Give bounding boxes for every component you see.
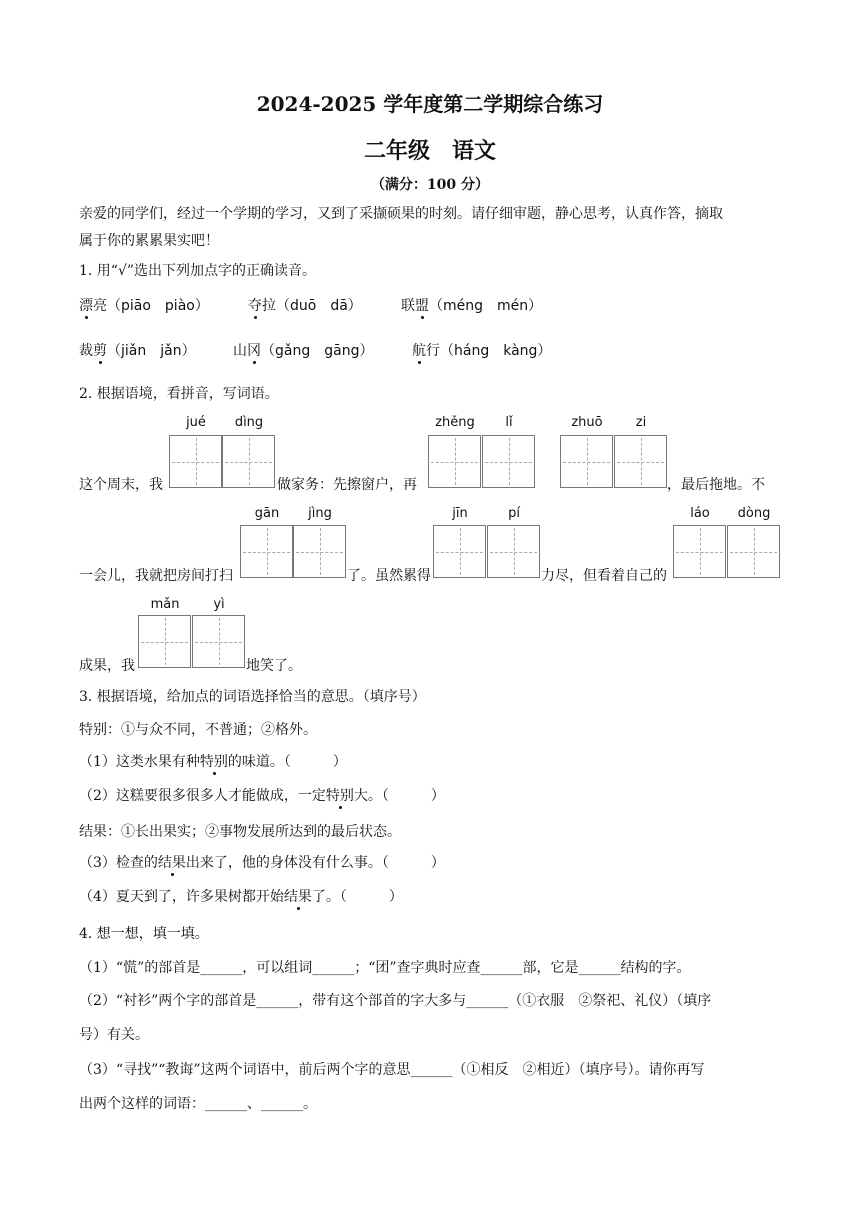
writing-cell[interactable] bbox=[293, 525, 346, 578]
writing-cell[interactable] bbox=[138, 615, 191, 668]
intro-line-2: 属于你的累累果实吧！ bbox=[79, 233, 219, 249]
dotted-word: 结果 bbox=[158, 852, 186, 872]
dotted-word: 特别 bbox=[326, 785, 354, 805]
pinyin-options: （háng kàng） bbox=[440, 343, 552, 359]
dotted-char: 盟 bbox=[415, 295, 429, 315]
q2-text: 了。虽然累得 bbox=[347, 568, 431, 584]
pinyin-options: （piāo piào） bbox=[107, 298, 209, 314]
writing-cell[interactable] bbox=[222, 435, 275, 488]
q1-title: 1. 用“√”选出下列加点字的正确读音。 bbox=[79, 263, 317, 279]
pinyin-label: zhuō bbox=[571, 415, 603, 430]
pinyin-label: pí bbox=[508, 506, 520, 521]
writing-cell[interactable] bbox=[727, 525, 780, 578]
q4-title: 4. 想一想，填一填。 bbox=[79, 926, 209, 942]
pinyin-label: jīn bbox=[452, 506, 468, 521]
dotted-char: 夺 bbox=[248, 295, 262, 315]
dotted-char: 剪 bbox=[93, 340, 107, 360]
writing-cell[interactable] bbox=[560, 435, 613, 488]
q1-item-2: 夺拉（duō dā） bbox=[248, 295, 362, 315]
writing-cell[interactable] bbox=[487, 525, 540, 578]
pinyin-label: mǎn bbox=[150, 597, 180, 612]
writing-cell[interactable] bbox=[192, 615, 245, 668]
q4-line-1: （1）“慌”的部首是______，可以组词______；“团”查字典时应查______部，它是______结构的字。 bbox=[79, 960, 691, 976]
q4-line-5: 出两个这样的词语：______、______。 bbox=[79, 1096, 317, 1112]
pinyin-label: jué bbox=[186, 415, 206, 430]
pinyin-options: （duō dā） bbox=[276, 298, 362, 314]
pinyin-label: jìng bbox=[308, 506, 332, 521]
writing-cell[interactable] bbox=[240, 525, 293, 578]
dotted-char: 冈 bbox=[247, 340, 261, 360]
full-score: （满分：100 分） bbox=[370, 177, 490, 193]
writing-cell[interactable] bbox=[169, 435, 222, 488]
dotted-word: 结果 bbox=[284, 886, 312, 906]
pinyin-label: dòng bbox=[737, 506, 771, 521]
pinyin-label: yì bbox=[213, 597, 225, 612]
q3-sentence-3: （3）检查的结果出来了，他的身体没有什么事。（ ） bbox=[79, 852, 445, 872]
q3-sentence-4: （4）夏天到了，许多果树都开始结果了。（ ） bbox=[79, 886, 403, 906]
dotted-char: 航 bbox=[412, 340, 426, 360]
q2-text: 一会儿，我就把房间打扫 bbox=[79, 568, 233, 584]
q2-title: 2. 根据语境，看拼音，写词语。 bbox=[79, 386, 279, 402]
q1-item-1: 漂亮（piāo piào） bbox=[79, 295, 209, 315]
pinyin-options: （jiǎn jǎn） bbox=[107, 343, 196, 359]
pinyin-label: zhěng bbox=[435, 415, 475, 430]
dotted-word: 特别 bbox=[200, 751, 228, 771]
q3-sentence-1: （1）这类水果有种特别的味道。（ ） bbox=[79, 751, 347, 771]
dotted-char: 漂 bbox=[79, 295, 93, 315]
pinyin-options: （gǎng gāng） bbox=[261, 343, 374, 359]
q2-text: 成果，我 bbox=[79, 658, 135, 674]
q2-text: 做家务：先擦窗户，再 bbox=[277, 477, 417, 493]
pinyin-label: dìng bbox=[234, 415, 264, 430]
pinyin-label: láo bbox=[690, 506, 710, 521]
q2-text: 这个周末，我 bbox=[79, 477, 163, 493]
q2-text: 地笑了。 bbox=[246, 658, 302, 674]
q1-item-3: 联盟（méng mén） bbox=[401, 295, 542, 315]
exam-title: 2024-2025 学年度第二学期综合练习 bbox=[256, 92, 604, 116]
q1-item-4: 裁剪（jiǎn jǎn） bbox=[79, 340, 196, 360]
q4-line-3: 号）有关。 bbox=[79, 1027, 149, 1043]
writing-cell[interactable] bbox=[614, 435, 667, 488]
grade-subject: 二年级 语文 bbox=[363, 138, 496, 164]
q3-sentence-2: （2）这糕要很多很多人才能做成，一定特别大。（ ） bbox=[79, 785, 445, 805]
writing-cell[interactable] bbox=[428, 435, 481, 488]
q3-title: 3. 根据语境，给加点的词语选择恰当的意思。（填序号） bbox=[79, 689, 426, 705]
pinyin-label: gān bbox=[254, 506, 280, 521]
writing-cell[interactable] bbox=[673, 525, 726, 578]
pinyin-label: lǐ bbox=[505, 415, 513, 430]
q4-line-2: （2）“衬衫”两个字的部首是______，带有这个部首的字大多与______（①衣服 ②祭祀、礼仪）（填序 bbox=[79, 993, 712, 1009]
writing-cell[interactable] bbox=[482, 435, 535, 488]
q2-text: 力尽，但看着自己的 bbox=[541, 568, 667, 584]
q3-definition-1: 特别：①与众不同，不普通；②格外。 bbox=[79, 722, 317, 738]
pinyin-label: zi bbox=[635, 415, 647, 430]
q4-line-4: （3）“寻找”“教诲”这两个词语中，前后两个字的意思______（①相反 ②相近）（填序号）。请你再写 bbox=[79, 1062, 705, 1078]
q3-definition-2: 结果：①长出果实；②事物发展所达到的最后状态。 bbox=[79, 824, 401, 840]
q1-item-5: 山冈（gǎng gāng） bbox=[233, 340, 373, 360]
pinyin-options: （méng mén） bbox=[429, 298, 543, 314]
writing-cell[interactable] bbox=[433, 525, 486, 578]
q1-item-6: 航行（háng kàng） bbox=[412, 340, 551, 360]
q2-text: ，最后拖地。不 bbox=[667, 477, 765, 493]
intro-line-1: 亲爱的同学们，经过一个学期的学习，又到了采撷硕果的时刻。请仔细审题，静心思考，认真作答，摘取 bbox=[79, 206, 723, 222]
